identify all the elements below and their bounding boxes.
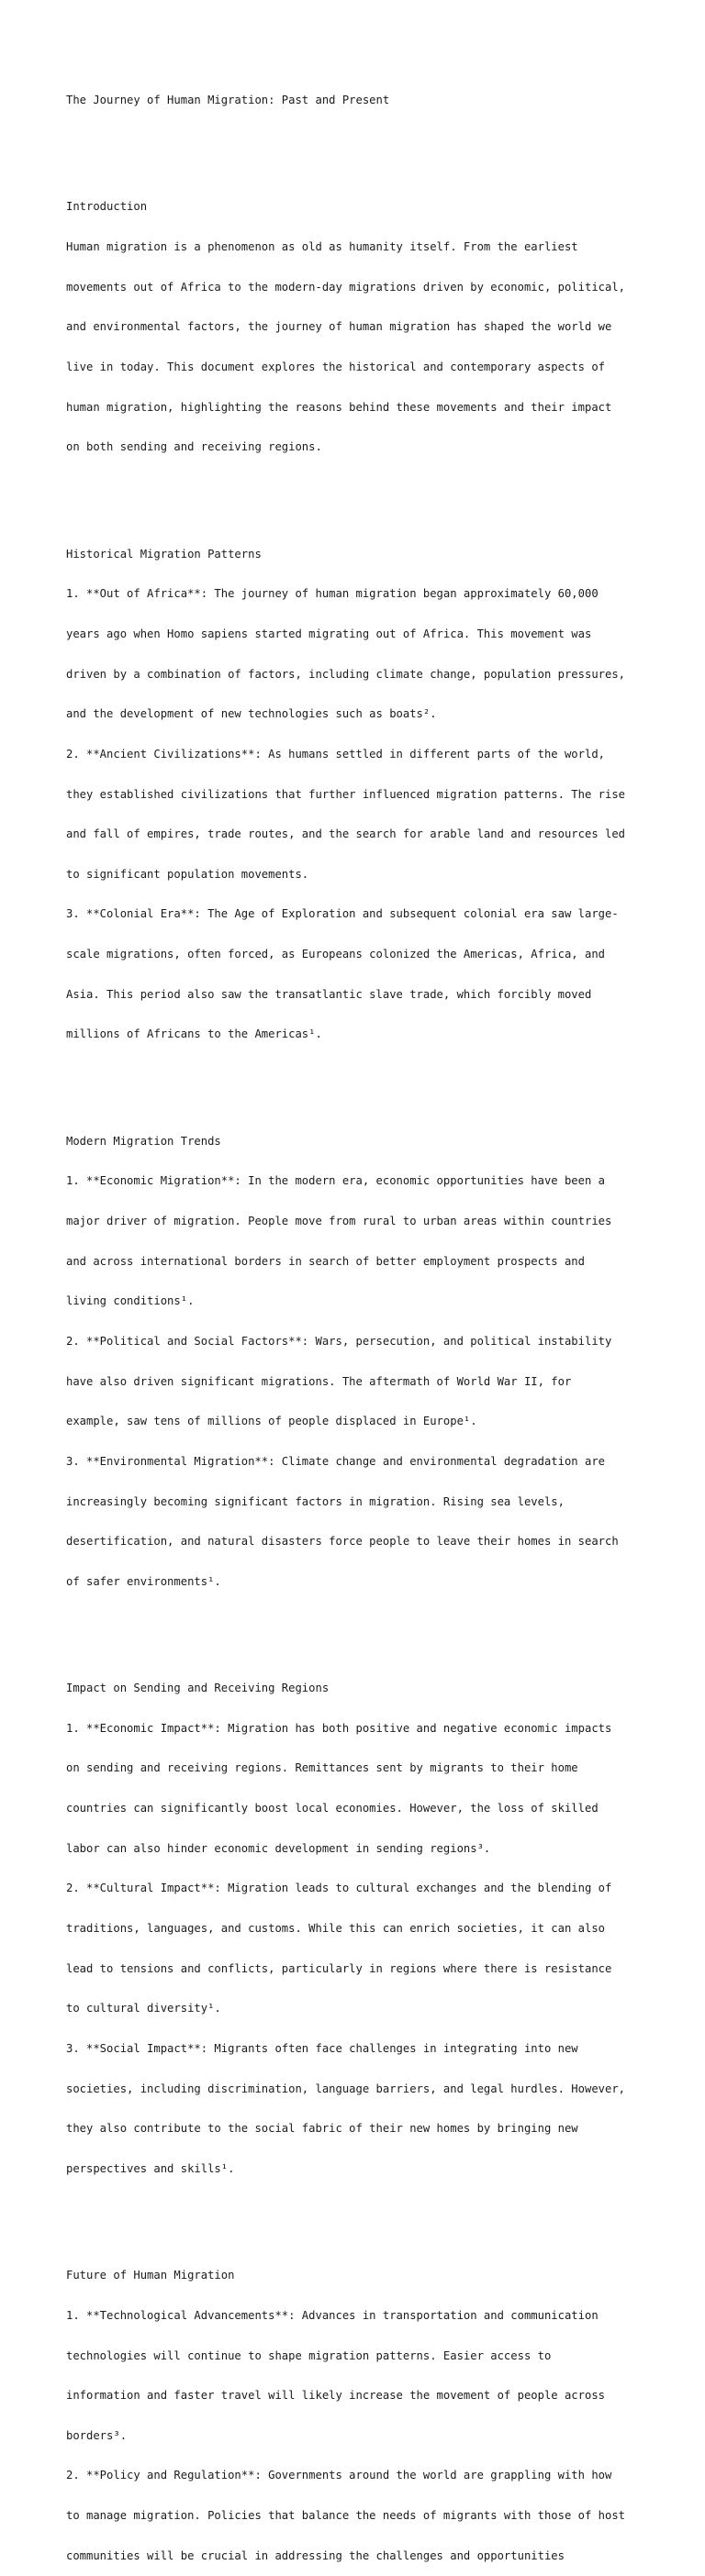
- body-line: and environmental factors, the journey of human migration has shaped the world we: [66, 320, 612, 334]
- body-line: driven by a combination of factors, including climate change, population pressures,: [66, 667, 626, 681]
- section-heading-historical: Historical Migration Patterns: [66, 547, 262, 561]
- spacer: [66, 134, 672, 148]
- body-line: to significant population movements.: [66, 867, 309, 881]
- body-line: to manage migration. Policies that balance the needs of migrants with those of host: [66, 2509, 626, 2523]
- body-line: and across international borders in search of better employment prospects and: [66, 1254, 585, 1268]
- body-line: 3. **Colonial Era**: The Age of Exploration and subsequent colonial era saw large-: [66, 907, 619, 921]
- body-line: on sending and receiving regions. Remittances sent by migrants to their home: [66, 1761, 578, 1775]
- document-page: [66, 67, 672, 2576]
- body-line: technologies will continue to shape migration patterns. Easier access to: [66, 2348, 552, 2362]
- body-line: 2. **Cultural Impact**: Migration leads to cultural exchanges and the blending of: [66, 1882, 612, 1895]
- spacer: [66, 2203, 672, 2216]
- spacer: [66, 1615, 672, 1628]
- body-line: Human migration is a phenomenon as old as humanity itself. From the earliest: [66, 240, 578, 254]
- body-line: increasingly becoming significant factors in migration. Rising sea levels,: [66, 1494, 565, 1508]
- body-line: to cultural diversity¹.: [66, 2002, 221, 2015]
- document-title: The Journey of Human Migration: Past and Present: [66, 94, 390, 107]
- body-line: they also contribute to the social fabric of their new homes by bringing new: [66, 2122, 578, 2136]
- body-line: and the development of new technologies such as boats².: [66, 707, 437, 721]
- body-line: societies, including discrimination, language barriers, and legal hurdles. However,: [66, 2082, 626, 2095]
- body-line: 1. **Economic Migration**: In the modern era, economic opportunities have been a: [66, 1174, 605, 1188]
- body-line: 2. **Policy and Regulation**: Governments around the world are grappling with how: [66, 2469, 612, 2482]
- body-line: 2. **Political and Social Factors**: Wars, persecution, and political instability: [66, 1334, 612, 1348]
- body-line: years ago when Homo sapiens started migrating out of Africa. This movement was: [66, 627, 592, 640]
- body-line: labor can also hinder economic development in sending regions³.: [66, 1841, 491, 1855]
- body-line: millions of Africans to the Americas¹.: [66, 1027, 322, 1041]
- body-line: countries can significantly boost local economies. However, the loss of skilled: [66, 1802, 599, 1815]
- body-line: 3. **Social Impact**: Migrants often face challenges in integrating into new: [66, 2041, 578, 2055]
- body-line: 1. **Out of Africa**: The journey of human migration began approximately 60,000: [66, 587, 599, 601]
- body-line: of safer environments¹.: [66, 1574, 221, 1588]
- body-line: major driver of migration. People move from rural to urban areas within countries: [66, 1215, 612, 1228]
- body-line: scale migrations, often forced, as Europeans colonized the Americas, Africa, and: [66, 948, 605, 961]
- body-line: perspectives and skills¹.: [66, 2161, 235, 2175]
- spacer: [66, 481, 672, 494]
- body-line: living conditions¹.: [66, 1294, 195, 1308]
- body-line: and fall of empires, trade routes, and the search for arable land and resources led: [66, 827, 626, 841]
- body-line: human migration, highlighting the reasons behind these movements and their impact: [66, 400, 612, 414]
- body-line: communities will be crucial in addressing the challenges and opportunities: [66, 2548, 565, 2562]
- body-line: 1. **Technological Advancements**: Advances in transportation and communication: [66, 2308, 599, 2322]
- section-heading-modern: Modern Migration Trends: [66, 1134, 221, 1148]
- spacer: [66, 1068, 672, 1082]
- body-line: desertification, and natural disasters force people to leave their homes in search: [66, 1535, 619, 1549]
- body-line: they established civilizations that further influenced migration patterns. The rise: [66, 787, 626, 801]
- body-line: 1. **Economic Impact**: Migration has both positive and negative economic impacts: [66, 1721, 612, 1735]
- body-line: example, saw tens of millions of people displaced in Europe¹.: [66, 1415, 477, 1428]
- body-line: borders³.: [66, 2428, 128, 2442]
- body-line: live in today. This document explores the historical and contemporary aspects of: [66, 361, 605, 374]
- body-line: Asia. This period also saw the transatlantic slave trade, which forcibly moved: [66, 987, 592, 1001]
- body-line: on both sending and receiving regions.: [66, 440, 322, 454]
- body-line: lead to tensions and conflicts, particularly in regions where there is resistance: [66, 1961, 612, 1975]
- section-heading-future: Future of Human Migration: [66, 2269, 235, 2282]
- body-line: movements out of Africa to the modern-day migrations driven by economic, political,: [66, 280, 626, 294]
- section-heading-impact: Impact on Sending and Receiving Regions: [66, 1682, 330, 1695]
- section-heading-introduction: Introduction: [66, 200, 148, 214]
- body-line: traditions, languages, and customs. While this can enrich societies, it can also: [66, 1922, 605, 1936]
- body-line: have also driven significant migrations. The aftermath of World War II, for: [66, 1374, 572, 1388]
- body-line: 3. **Environmental Migration**: Climate change and environmental degradation are: [66, 1454, 605, 1468]
- body-line: information and faster travel will likely increase the movement of people across: [66, 2389, 605, 2403]
- body-line: 2. **Ancient Civilizations**: As humans settled in different parts of the world,: [66, 747, 605, 761]
